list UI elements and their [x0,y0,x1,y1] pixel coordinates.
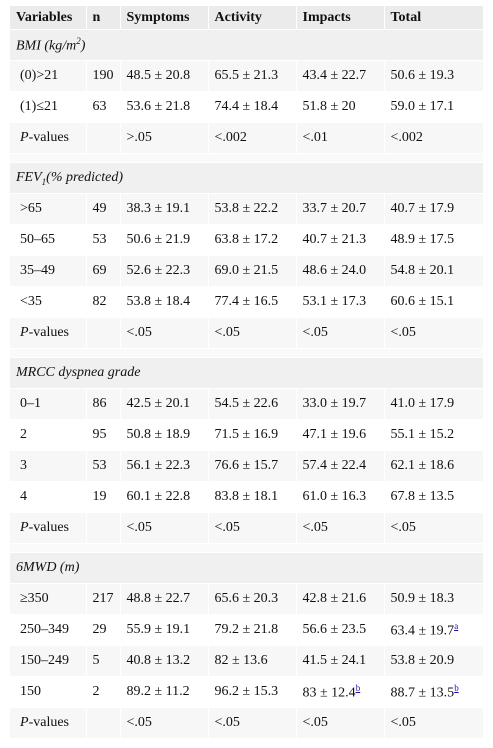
cell-total [384,482,483,513]
cell-pvalues-label [10,708,86,739]
cell-activity: 65.6 ± 20.3 [208,584,296,615]
cell-total-value: 63.4 ± 19.7 [390,623,455,639]
cell-n: 190 [86,61,120,92]
table-row [10,482,483,513]
cell-total: <.05 [384,708,483,739]
cell-symptoms: <.05 [120,318,208,349]
cell-pvalues-label [10,318,86,349]
cell-impacts-value: 83 ± 12.4 [302,685,356,701]
cell-total-value: 48.9 ± 17.5 [390,232,455,247]
cell-n: 2 [86,677,120,708]
results-table [10,6,483,739]
header-impacts: Impacts [296,6,384,30]
pvalues-row [10,708,483,739]
cell-symptoms: 48.8 ± 22.7 [120,584,208,615]
cell-impacts: <.01 [296,123,384,154]
table-row [10,584,483,615]
cell-activity: <.05 [208,513,296,544]
cell-variable: ≥350 [10,584,86,615]
cell-total [384,646,483,677]
cell-activity: 53.8 ± 22.2 [208,194,296,225]
cell-symptoms: >.05 [120,123,208,154]
table-row [10,287,483,318]
cell-n: 53 [86,451,120,482]
cell-total [384,389,483,420]
section-label-main: BMI (kg/m [16,38,77,54]
cell-n: 5 [86,646,120,677]
cell-activity: 71.5 ± 16.9 [208,420,296,451]
cell-impacts-value: 51.8 ± 20 [302,99,356,114]
cell-impacts-value: 42.8 ± 21.6 [302,591,367,606]
table-body [10,30,483,739]
pvalues-label-p: P [20,520,29,535]
section-header-row [10,358,483,389]
footnote-link[interactable]: b [355,682,361,693]
section-spacer [10,349,483,358]
cell-symptoms: 56.1 ± 22.3 [120,451,208,482]
cell-symptoms: 55.9 ± 19.1 [120,615,208,646]
cell-n: 217 [86,584,120,615]
cell-variable: >65 [10,194,86,225]
cell-total [384,584,483,615]
pvalues-row [10,123,483,154]
cell-symptoms: 38.3 ± 19.1 [120,194,208,225]
cell-total: <.05 [384,513,483,544]
cell-n [86,708,120,739]
cell-impacts [296,615,384,646]
cell-activity: 79.2 ± 21.8 [208,615,296,646]
cell-n: 49 [86,194,120,225]
cell-activity: <.002 [208,123,296,154]
cell-activity: 74.4 ± 18.4 [208,92,296,123]
cell-n [86,318,120,349]
section-label [10,358,483,389]
cell-total [384,420,483,451]
cell-impacts [296,677,384,708]
section-label-tail: (% predicted) [46,169,123,185]
cell-variable: (0)>21 [10,61,86,92]
table-row [10,225,483,256]
cell-variable: <35 [10,287,86,318]
header-variables: Variables [10,6,86,30]
cell-n: 95 [86,420,120,451]
cell-total-value: 50.9 ± 18.3 [390,591,455,606]
cell-impacts-value: 33.7 ± 20.7 [302,201,367,216]
cell-total [384,256,483,287]
cell-impacts-value: 56.6 ± 23.5 [302,622,367,637]
table-row [10,61,483,92]
cell-impacts [296,287,384,318]
cell-impacts [296,420,384,451]
table-row [10,615,483,646]
cell-variable: 4 [10,482,86,513]
cell-total-value: 55.1 ± 15.2 [390,427,455,442]
cell-activity: <.05 [208,708,296,739]
cell-symptoms: 53.8 ± 18.4 [120,287,208,318]
cell-impacts [296,225,384,256]
cell-impacts-value: 43.4 ± 22.7 [302,68,367,83]
cell-activity: 77.4 ± 16.5 [208,287,296,318]
cell-n: 86 [86,389,120,420]
cell-total-value: 41.0 ± 17.9 [390,396,455,411]
cell-variable: (1)≤21 [10,92,86,123]
cell-symptoms: 89.2 ± 11.2 [120,677,208,708]
cell-total [384,92,483,123]
cell-impacts [296,256,384,287]
cell-total-value: 53.8 ± 20.9 [390,653,455,668]
section-spacer [10,154,483,163]
cell-total [384,451,483,482]
cell-activity: 54.5 ± 22.6 [208,389,296,420]
cell-symptoms: 60.1 ± 22.8 [120,482,208,513]
footnote-link[interactable]: b [454,682,459,693]
cell-impacts [296,646,384,677]
cell-impacts [296,451,384,482]
cell-activity: 83.8 ± 18.1 [208,482,296,513]
cell-n: 69 [86,256,120,287]
cell-total [384,225,483,256]
cell-activity: 65.5 ± 21.3 [208,61,296,92]
cell-n: 63 [86,92,120,123]
cell-variable: 35–49 [10,256,86,287]
cell-impacts [296,482,384,513]
cell-impacts-value: 53.1 ± 17.3 [302,294,367,309]
header-activity: Activity [208,6,296,30]
table-row [10,194,483,225]
pvalues-row [10,513,483,544]
cell-symptoms: 53.6 ± 21.8 [120,92,208,123]
cell-symptoms: 42.5 ± 20.1 [120,389,208,420]
cell-impacts-value: 48.6 ± 24.0 [302,263,367,278]
cell-total [384,615,483,646]
cell-variable: 250–349 [10,615,86,646]
cell-total-value: 60.6 ± 15.1 [390,294,455,309]
cell-impacts [296,194,384,225]
header-n: n [86,6,120,30]
pvalues-label-rest: -values [28,325,69,340]
cell-impacts [296,389,384,420]
cell-variable: 3 [10,451,86,482]
cell-symptoms: <.05 [120,513,208,544]
cell-symptoms: 50.8 ± 18.9 [120,420,208,451]
cell-impacts: <.05 [296,513,384,544]
cell-symptoms: 50.6 ± 21.9 [120,225,208,256]
cell-impacts-value: 41.5 ± 24.1 [302,653,367,668]
table-row [10,451,483,482]
section-spacer [10,544,483,553]
cell-impacts-value: 40.7 ± 21.3 [302,232,367,247]
cell-variable: 50–65 [10,225,86,256]
pvalues-label-rest: -values [28,520,69,535]
cell-symptoms: 52.6 ± 22.3 [120,256,208,287]
table-header-row [10,6,483,30]
cell-activity: <.05 [208,318,296,349]
cell-variable: 2 [10,420,86,451]
cell-total-value: 62.1 ± 18.6 [390,458,455,473]
cell-pvalues-label [10,513,86,544]
pvalues-label-p: P [20,130,29,145]
section-label-sup: 2 [76,35,81,46]
cell-total-value: 88.7 ± 13.5 [390,685,455,701]
cell-total [384,287,483,318]
cell-variable: 150–249 [10,646,86,677]
section-label-main: FEV [16,169,42,185]
cell-n: 29 [86,615,120,646]
cell-total [384,194,483,225]
cell-impacts-value: 61.0 ± 16.3 [302,489,367,504]
table-row [10,677,483,708]
cell-total-value: 50.6 ± 19.3 [390,68,455,83]
cell-impacts [296,61,384,92]
section-header-row [10,30,483,61]
pvalues-label-p: P [20,325,29,340]
cell-activity: 69.0 ± 21.5 [208,256,296,287]
cell-activity: 63.8 ± 17.2 [208,225,296,256]
cell-impacts-value: 47.1 ± 19.6 [302,427,367,442]
header-total: Total [384,6,483,30]
pvalues-label-p: P [20,715,29,730]
cell-impacts-value: 33.0 ± 19.7 [302,396,367,411]
cell-symptoms: <.05 [120,708,208,739]
table-row [10,92,483,123]
cell-impacts [296,92,384,123]
cell-impacts [296,584,384,615]
cell-total-value: 54.8 ± 20.1 [390,263,455,278]
cell-symptoms: 40.8 ± 13.2 [120,646,208,677]
pvalues-label-rest: -values [28,715,69,730]
cell-variable: 0–1 [10,389,86,420]
cell-n [86,123,120,154]
cell-n: 82 [86,287,120,318]
cell-activity: 76.6 ± 15.7 [208,451,296,482]
cell-total-value: 59.0 ± 17.1 [390,99,455,114]
cell-variable: 150 [10,677,86,708]
table-row [10,389,483,420]
section-label-main: 6MWD (m) [16,560,80,575]
cell-activity: 82 ± 13.6 [208,646,296,677]
cell-total: <.05 [384,318,483,349]
cell-total [384,61,483,92]
cell-impacts: <.05 [296,708,384,739]
cell-symptoms: 48.5 ± 20.8 [120,61,208,92]
section-header-row [10,163,483,194]
cell-total-value: 40.7 ± 17.9 [390,201,455,216]
section-label-sub: 1 [41,176,47,187]
pvalues-row [10,318,483,349]
section-label-tail: ) [80,38,86,54]
cell-total [384,677,483,708]
section-label [10,30,483,61]
cell-n [86,513,120,544]
cell-n: 53 [86,225,120,256]
footnote-link[interactable]: a [454,620,459,631]
table-row [10,256,483,287]
section-header-row [10,553,483,584]
table-row [10,420,483,451]
header-symptoms: Symptoms [120,6,208,30]
pvalues-label-rest: -values [28,130,69,145]
cell-total-value: 67.8 ± 13.5 [390,489,455,504]
cell-activity: 96.2 ± 15.3 [208,677,296,708]
cell-total: <.002 [384,123,483,154]
cell-impacts-value: 57.4 ± 22.4 [302,458,367,473]
section-label-main: MRCC dyspnea grade [16,365,141,380]
section-label [10,163,483,194]
cell-n: 19 [86,482,120,513]
cell-impacts: <.05 [296,318,384,349]
section-label [10,553,483,584]
table-row [10,646,483,677]
cell-pvalues-label [10,123,86,154]
